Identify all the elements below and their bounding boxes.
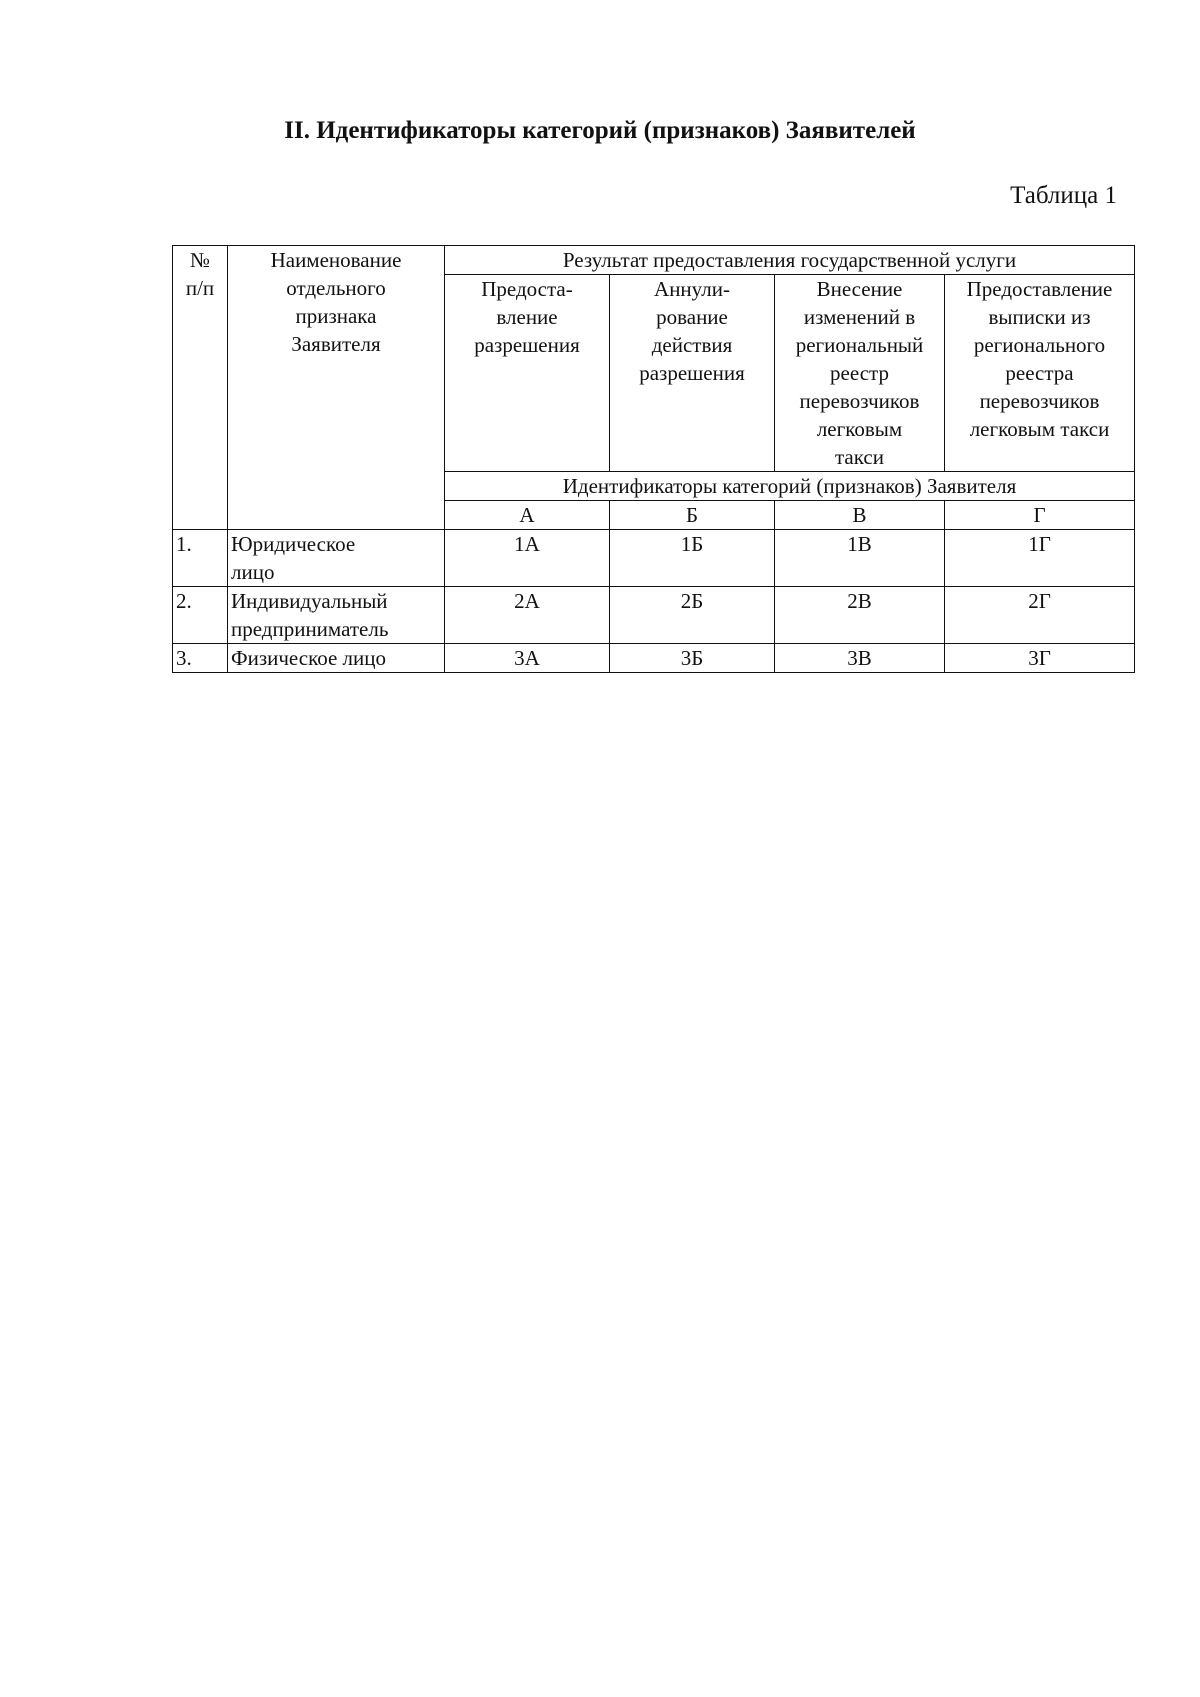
row-number: 3. [173,644,228,673]
result-column-header: Аннули- рование действия разрешения [610,275,775,472]
row-number: 2. [173,587,228,644]
col-name-header: Наименование отдельного признака Заявителя [228,246,445,530]
row-code: 1В [775,530,945,587]
row-code: 2Г [945,587,1135,644]
row-code: 1Б [610,530,775,587]
row-code: 3А [445,644,610,673]
row-name: Физическое лицо [228,644,445,673]
col-number-header: № п/п [173,246,228,530]
table-label: Таблица 1 [1010,182,1117,209]
row-code: 1А [445,530,610,587]
table-row [173,644,1135,673]
row-code: 3В [775,644,945,673]
table-header-row [173,246,1135,275]
row-number: 1. [173,530,228,587]
table-row [173,530,1135,587]
result-column-header: Предоста- вление разрешения [445,275,610,472]
row-name: Юридическое лицо [228,530,445,587]
row-code: 1Г [945,530,1135,587]
section-heading: II. Идентификаторы категорий (признаков) Заявителей [284,117,916,144]
result-column-header: Внесение изменений в региональный реестр перевозчиков легковым такси [775,275,945,472]
row-code: 2А [445,587,610,644]
table-row [173,587,1135,644]
identifiers-table [172,245,1135,673]
row-code: 3Б [610,644,775,673]
row-name: Индивидуальный предприниматель [228,587,445,644]
result-column-header: Предоставление выписки из регионального реестра перевозчиков легковым такси [945,275,1135,472]
identifier-letter: Б [610,501,775,530]
identifiers-header: Идентификаторы категорий (признаков) Заявителя [445,472,1135,501]
row-code: 2Б [610,587,775,644]
row-code: 2В [775,587,945,644]
identifier-letter: В [775,501,945,530]
result-header: Результат предоставления государственной услуги [445,246,1135,275]
row-code: 3Г [945,644,1135,673]
identifier-letter: А [445,501,610,530]
identifier-letter: Г [945,501,1135,530]
